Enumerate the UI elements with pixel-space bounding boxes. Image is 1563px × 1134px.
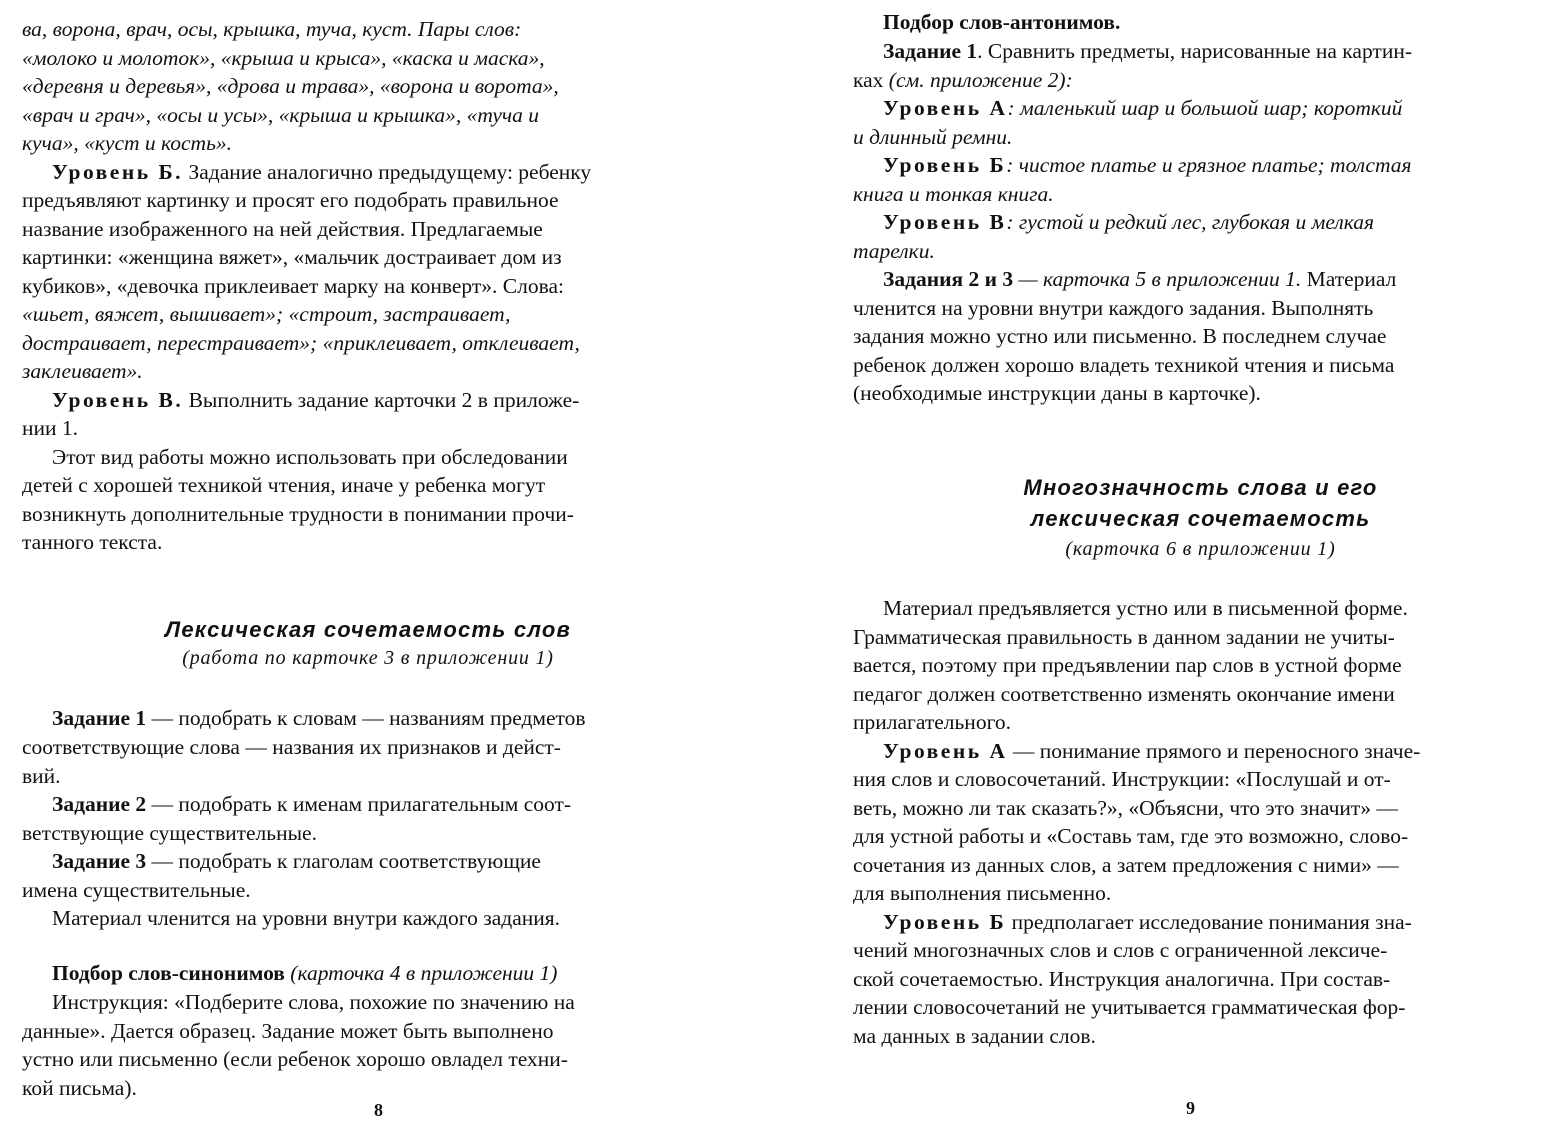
level-v-paragraph: Уровень В. Выполнить задание карточки 2 в приложе- [52, 387, 580, 412]
text-line: имена существительные. [22, 877, 251, 902]
text-line: название изображенного на ней действия. Предлагаемые [22, 216, 543, 241]
text-line: кубиков», «девочка приклеивает марку на конверт». Слова: [22, 273, 564, 298]
text-line: Материал членится на уровни внутри каждого задания. [52, 906, 561, 930]
level-b-paragraph: Уровень Б. Задание аналогично предыдущему: ребенку [52, 159, 592, 184]
text-line: кой письма). [22, 1075, 137, 1100]
text-line: ветствующие существительные. [22, 820, 317, 845]
level-b-paragraph: Уровень Б: чистое платье и грязное платье; толстая [883, 153, 1412, 177]
task-2-paragraph: Задание 2 — подобрать к именам прилагательным соот- [52, 792, 572, 816]
text-line: прилагательного. [853, 710, 1011, 734]
text-line: «шьет, вяжет, вышивает»; «строит, застраивает, [22, 302, 511, 326]
synonyms-heading: Подбор слов-синонимов (карточка 4 в приложении 1) [52, 961, 558, 985]
text-line: ния слов и словосочетаний. Инструкции: «Послушай и от- [853, 767, 1391, 791]
text-line: Этот вид работы можно использовать при обследовании [52, 444, 568, 469]
text-line: устно или письменно (если ребенок хорошо овладел техни- [22, 1047, 568, 1071]
section-title-line-1: Многозначность слова и его [1023, 475, 1378, 500]
text-line: возникнуть дополнительные трудности в понимании прочи- [22, 501, 574, 526]
section-title-line-2: лексическая сочетаемость [1030, 506, 1371, 531]
text-line: Грамматическая правильность в данном задании не учиты- [853, 624, 1395, 649]
text-line: ма данных в задании слов. [853, 1023, 1096, 1048]
text-line: вается, поэтому при предъявлении пар слов в устной форме [853, 653, 1402, 677]
text-line: членится на уровни внутри каждого задания. Выполнять [853, 295, 1374, 320]
page-number: 8 [374, 1100, 383, 1120]
text-line: «молоко и молоток», «крыша и крыса», «каска и маска», [22, 45, 545, 70]
text-line: задания можно устно или письменно. В последнем случае [853, 324, 1387, 348]
level-a-paragraph: Уровень А: маленький шар и большой шар; короткий [883, 96, 1403, 120]
section-subtitle: (работа по карточке 3 в приложении 1) [182, 647, 554, 669]
task-3-paragraph: Задание 3 — подобрать к глаголам соответствующие [52, 849, 541, 873]
text-line: тарелки. [853, 238, 935, 263]
text-line: педагог должен соответственно изменять окончание имени [853, 681, 1395, 706]
text-line: куча», «куст и кость». [22, 131, 232, 155]
text-line: нии 1. [22, 416, 79, 440]
text-line: сочетания из данных слов, а затем предложения с ними» — [853, 852, 1399, 877]
text-line: для устной работы и «Составь там, где это возможно, слово- [853, 824, 1409, 848]
level-v-paragraph: Уровень В: густой и редкий лес, глубокая и мелкая [883, 210, 1375, 234]
text-line: достраивает, перестраивает»; «приклеивает, отклеивает, [22, 330, 580, 355]
text-line: ребенок должен хорошо владеть техникой чтения и письма [853, 352, 1395, 377]
antonyms-title: Подбор слов-антонимов. [883, 10, 1121, 34]
section-title: Лексическая сочетаемость слов [165, 617, 571, 642]
text-line: ской сочетаемостью. Инструкция аналогична. При состав- [853, 966, 1391, 991]
text-line: заклеивает». [22, 359, 143, 383]
text-line: танного текста. [22, 530, 163, 554]
text-line: «врач и грач», «осы и усы», «крыша и крышка», «туча и [22, 102, 540, 127]
text-line: картинки: «женщина вяжет», «мальчик достраивает дом из [22, 245, 562, 269]
level-a2-paragraph: Уровень А — понимание прямого и переносного значе- [883, 738, 1421, 763]
task-1-paragraph: Задание 1. Сравнить предметы, нарисованные на картин- [883, 39, 1412, 63]
text-line: Инструкция: «Подберите слова, похожие по значению на [52, 990, 575, 1014]
text-line: предъявляют картинку и просят его подобрать правильное [22, 188, 559, 212]
text-line: соответствующие слова — названия их признаков и дейст- [22, 735, 561, 759]
text-line: детей с хорошей техникой чтения, иначе у ребенка могут [22, 473, 546, 497]
text-line: Материал предъявляется устно или в письменной форме. [883, 596, 1408, 620]
text-line: книга и тонкая книга. [853, 181, 1054, 206]
text-line: (необходимые инструкции даны в карточке). [853, 381, 1261, 405]
level-b2-paragraph: Уровень Б предполагает исследование понимания зна- [883, 909, 1412, 934]
text-line: для выполнения письменно. [853, 881, 1112, 905]
text-line: лении словосочетаний не учитывается грамматическая фор- [853, 995, 1406, 1019]
tasks-2-3-paragraph: Задания 2 и 3 — карточка 5 в приложении 1. Материал [883, 267, 1397, 291]
text-line: чений многозначных слов и слов с ограниченной лексиче- [853, 938, 1388, 962]
text-line: и длинный ремни. [853, 124, 1013, 149]
text-line: данные». Дается образец. Задание может быть выполнено [22, 1018, 554, 1043]
text-line: «деревня и деревья», «дрова и трава», «ворона и ворота», [22, 74, 559, 98]
task-1-paragraph: Задание 1 — подобрать к словам — названиям предметов [52, 706, 586, 730]
text-line: ва, ворона, врач, осы, крышка, туча, куст. Пары слов: [22, 17, 522, 41]
text-line: веть, можно ли так сказать?», «Объясни, что это значит» — [853, 795, 1398, 820]
text-line: ках (см. приложение 2): [853, 67, 1073, 92]
section-subtitle: (карточка 6 в приложении 1) [1065, 538, 1336, 560]
page-number: 9 [1186, 1098, 1195, 1118]
text-line: вий. [22, 763, 61, 788]
